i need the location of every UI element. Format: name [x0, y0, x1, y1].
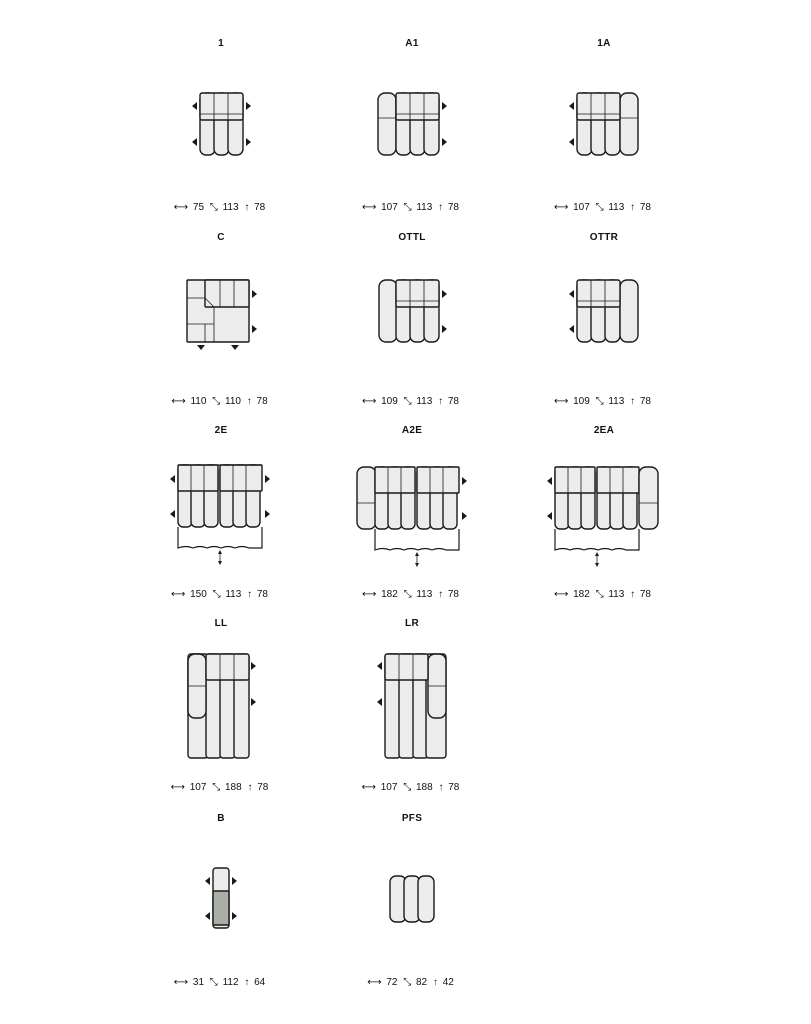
depth-arrow-icon: ⤡ — [595, 202, 604, 213]
depth-arrow-icon: ⤡ — [212, 589, 221, 600]
depth-arrow-icon: ⤡ — [403, 782, 412, 793]
module-c-diagram — [146, 260, 296, 388]
module-code: LR — [405, 618, 419, 629]
depth-arrow-icon: ⤡ — [595, 396, 604, 407]
height-arrow-icon: ↑ — [247, 782, 253, 793]
module-ottl — [337, 232, 487, 418]
depth-arrow-icon: ⤡ — [403, 589, 412, 600]
module-dimensions: ⟷ 109 ⤡ 113 ↑ 78 — [361, 396, 459, 407]
module-code: PFS — [401, 813, 423, 824]
height-arrow-icon: ↑ — [438, 589, 444, 600]
module-dimensions: ⟷ 150 ⤡ 113 ↑ 78 — [170, 589, 268, 600]
module-2e-diagram — [146, 453, 296, 581]
module-code: A2E — [401, 425, 423, 436]
module-code: A1 — [405, 38, 419, 49]
module-c — [146, 232, 296, 418]
module-1a-diagram — [529, 66, 679, 194]
height-arrow-icon: ↑ — [247, 589, 253, 600]
module-lr — [337, 618, 487, 804]
height-arrow-icon: ↑ — [432, 977, 438, 988]
depth-arrow-icon: ⤡ — [595, 589, 604, 600]
width-arrow-icon: ⟷ — [173, 977, 189, 988]
width-arrow-icon: ⟷ — [553, 589, 569, 600]
module-2e — [146, 425, 296, 611]
width-arrow-icon: ⟷ — [171, 396, 186, 407]
width-arrow-icon: ⟷ — [170, 782, 185, 793]
module-dimensions: ⟷ 107 ⤡ 188 ↑ 78 — [170, 782, 269, 793]
module-code: OTTR — [589, 232, 619, 243]
module-code: B — [217, 813, 225, 824]
module-pfs — [337, 813, 487, 999]
width-arrow-icon: ⟷ — [367, 977, 382, 988]
module-code: 2E — [214, 425, 228, 436]
module-b-diagram — [146, 841, 296, 969]
depth-arrow-icon: ⤡ — [403, 396, 412, 407]
module-code: 1A — [597, 38, 611, 49]
module-ll — [146, 618, 296, 804]
height-arrow-icon: ↑ — [438, 202, 444, 213]
module-lr-diagram — [337, 646, 487, 774]
module-pfs-diagram — [337, 841, 487, 969]
module-1 — [146, 38, 296, 224]
height-arrow-icon: ↑ — [438, 782, 444, 793]
module-dimensions: ⟷ 182 ⤡ 113 ↑ 78 — [361, 589, 459, 600]
module-dimensions: ⟷ 107 ⤡ 188 ↑ 78 — [361, 782, 460, 793]
module-dimensions: ⟷ 107 ⤡ 113 ↑ 78 — [361, 202, 459, 213]
module-code: OTTL — [398, 232, 426, 243]
module-b — [146, 813, 296, 999]
depth-arrow-icon: ⤡ — [403, 977, 412, 988]
depth-arrow-icon: ⤡ — [212, 396, 221, 407]
height-arrow-icon: ↑ — [630, 396, 636, 407]
module-2ea-diagram — [529, 453, 679, 581]
module-a1 — [337, 38, 487, 224]
height-arrow-icon: ↑ — [246, 396, 252, 407]
module-dimensions: ⟷ 109 ⤡ 113 ↑ 78 — [553, 396, 651, 407]
module-dimensions: ⟷ 31 ⤡ 112 ↑ 64 — [173, 977, 266, 988]
width-arrow-icon: ⟷ — [553, 396, 569, 407]
depth-arrow-icon: ⤡ — [209, 977, 218, 988]
depth-arrow-icon: ⤡ — [212, 782, 221, 793]
module-ll-diagram — [146, 646, 296, 774]
width-arrow-icon: ⟷ — [170, 589, 186, 600]
depth-arrow-icon: ⤡ — [209, 202, 218, 213]
module-ottl-diagram — [337, 260, 487, 388]
width-arrow-icon: ⟷ — [173, 202, 189, 213]
width-arrow-icon: ⟷ — [361, 396, 377, 407]
module-dimensions: ⟷ 182 ⤡ 113 ↑ 78 — [553, 589, 651, 600]
width-arrow-icon: ⟷ — [361, 202, 377, 213]
module-code: 1 — [218, 38, 224, 49]
module-dimensions: ⟷ 75 ⤡ 113 ↑ 78 — [173, 202, 266, 213]
module-dimensions: ⟷ 110 ⤡ 110 ↑ 78 — [171, 396, 268, 407]
module-2ea — [529, 425, 679, 611]
module-1-diagram — [146, 66, 296, 194]
module-ottr-diagram — [529, 260, 679, 388]
height-arrow-icon: ↑ — [630, 202, 636, 213]
module-1a — [529, 38, 679, 224]
width-arrow-icon: ⟷ — [361, 782, 376, 793]
height-arrow-icon: ↑ — [244, 202, 250, 213]
module-a2e-diagram — [337, 453, 487, 581]
module-a2e — [337, 425, 487, 611]
module-a1-diagram — [337, 66, 487, 194]
width-arrow-icon: ⟷ — [361, 589, 377, 600]
module-code: C — [217, 232, 225, 243]
width-arrow-icon: ⟷ — [553, 202, 569, 213]
module-dimensions: ⟷ 107 ⤡ 113 ↑ 78 — [553, 202, 651, 213]
height-arrow-icon: ↑ — [244, 977, 250, 988]
module-dimensions: ⟷ 72 ⤡ 82 ↑ 42 — [367, 977, 454, 988]
module-ottr — [529, 232, 679, 418]
module-code: LL — [214, 618, 228, 629]
height-arrow-icon: ↑ — [630, 589, 636, 600]
depth-arrow-icon: ⤡ — [403, 202, 412, 213]
module-code: 2EA — [593, 425, 615, 436]
height-arrow-icon: ↑ — [438, 396, 444, 407]
